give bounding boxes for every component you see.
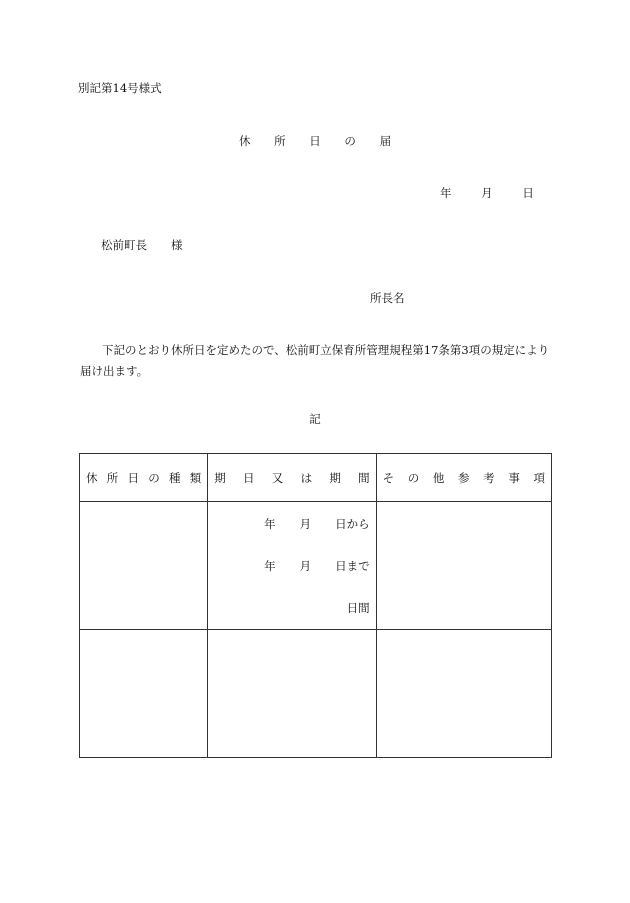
date-year-label: 年: [440, 186, 452, 200]
date-line: [440, 185, 560, 201]
holiday-type-cell[interactable]: [80, 502, 208, 630]
header-char: 期: [214, 470, 226, 485]
header-char: 又: [271, 470, 284, 485]
period-to-line: [264, 558, 370, 574]
header-char: の: [148, 470, 160, 485]
form-number: 別記第14号様式: [78, 81, 162, 95]
title-char: 休: [238, 134, 251, 148]
title-char: 日: [309, 134, 321, 148]
title-char: 届: [379, 134, 392, 148]
to-month-label: 月: [299, 559, 312, 573]
date-month-label: 月: [481, 186, 493, 200]
table-row: [80, 630, 552, 758]
header-char: 他: [432, 470, 445, 485]
period-days-line: [347, 600, 370, 616]
body-text: [80, 340, 560, 382]
header-char: 間: [358, 470, 370, 485]
date-period-cell[interactable]: [208, 630, 376, 758]
other-notes-cell[interactable]: [376, 502, 551, 630]
date-period-cell[interactable]: [208, 502, 376, 630]
header-char: は: [300, 470, 313, 485]
from-month-label: 月: [299, 517, 312, 531]
table-header-row: [80, 454, 552, 502]
document-title: [0, 133, 630, 149]
header-char: そ: [382, 470, 395, 485]
header-char: 日: [127, 470, 139, 485]
days-label: 日間: [346, 601, 370, 615]
header-char: 参: [458, 470, 470, 485]
header-date-period: [208, 454, 376, 502]
header-char: 事: [508, 470, 520, 485]
to-year-label: 年: [264, 559, 276, 573]
header-char: 項: [533, 470, 545, 485]
addressee-suffix: 様: [171, 238, 183, 252]
from-day-label: 日から: [335, 517, 370, 531]
header-char: 日: [243, 470, 255, 485]
ki-heading: 記: [309, 412, 321, 426]
director-name-label: 所長名: [370, 291, 405, 305]
to-day-label: 日まで: [335, 559, 370, 573]
addressee-name: 松前町長: [101, 238, 147, 252]
date-day-label: 日: [522, 186, 534, 200]
title-char: の: [344, 134, 356, 148]
header-char: 考: [483, 470, 495, 485]
from-year-label: 年: [264, 517, 276, 531]
header-char: 所: [106, 470, 119, 485]
header-char: 休: [86, 470, 98, 485]
header-holiday-type: [80, 454, 208, 502]
header-char: 類: [189, 470, 202, 485]
header-char: の: [407, 470, 420, 485]
table-row: [80, 502, 552, 630]
header-char: 期: [329, 470, 341, 485]
period-from-line: [264, 516, 370, 532]
body-text-content: 下記のとおり休所日を定めたので、松前町立保育所管理規程第17条第3項の規定により届け出ます。: [80, 343, 550, 378]
addressee: [101, 237, 183, 253]
header-char: 種: [169, 470, 181, 485]
holiday-table: [79, 453, 552, 758]
other-notes-cell[interactable]: [376, 630, 551, 758]
title-char: 所: [274, 134, 286, 148]
header-other-notes: [376, 454, 551, 502]
holiday-type-cell[interactable]: [80, 630, 208, 758]
